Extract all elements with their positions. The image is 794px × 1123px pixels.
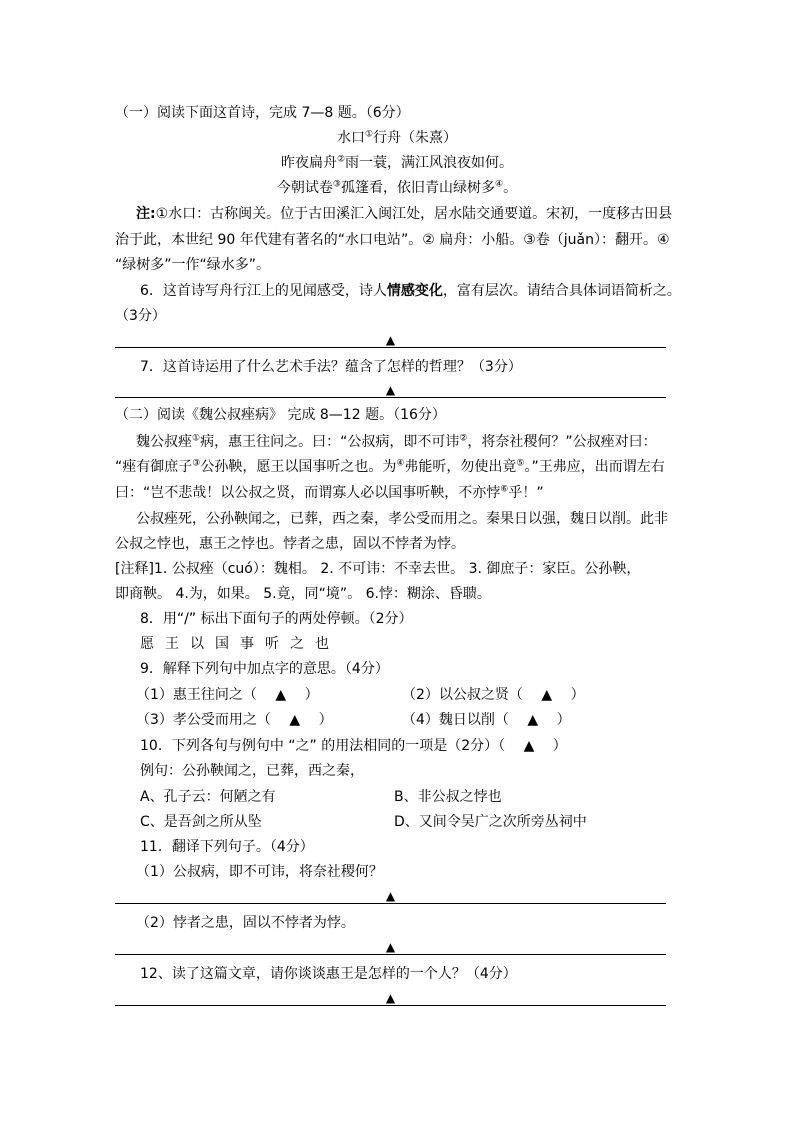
- question-9-item-1[interactable]: （1）惠王往问之（ ▲ ）: [136, 687, 319, 703]
- answer-line-q6[interactable]: [115, 347, 666, 348]
- answer-line-q7[interactable]: [115, 397, 666, 398]
- answer-line-q12[interactable]: [115, 1005, 666, 1006]
- passage-p1-line-3: 曰：“岂不悲哉！以公叔之贤，而谓寡人必以国事听鞅，不亦悖⑥乎！”: [115, 484, 544, 501]
- poem-note-line-1: 注:①水口：古称闽关。位于古田溪汇入闽江处，居水陆交通要道。宋初，一度移古田县: [136, 206, 673, 222]
- passage-notes-line-1: [注释]1. 公叔痤（cuó）：魏相。 2. 不可讳：不幸去世。 3. 御庶子：家臣。公孙鞅，: [115, 561, 641, 577]
- answer-mark-q6: ▲: [385, 333, 396, 347]
- poem-line-2: 今朝试卷③孤篷看，依旧青山绿树多④。: [276, 179, 518, 196]
- answer-mark-q11-2: ▲: [385, 940, 396, 954]
- answer-mark-q11-1: ▲: [385, 889, 396, 903]
- question-10-option-d[interactable]: D、又间令吴广之次所旁丛祠中: [394, 814, 587, 830]
- passage-p2-line-2: 公叔之悖也，惠王之悖也。悖者之患，固以不悖者为悖。: [115, 536, 465, 552]
- answer-line-q11-1[interactable]: [115, 903, 666, 904]
- question-8: 8．用“/” 标出下面句子的两处停顿。（2分）: [140, 611, 413, 627]
- question-10[interactable]: 10．下列各句与例句中 “之” 的用法相同的一项是（2分）（ ▲ ）: [140, 738, 567, 754]
- question-11: 11．翻译下列句子。（4分）: [140, 839, 314, 855]
- answer-mark-q12: ▲: [385, 991, 396, 1005]
- passage-p1-line-1: 魏公叔痤①病，惠王往问之。曰：“公叔病，即不可讳②，将奈社稷何？”公叔痤对曰：: [136, 433, 657, 450]
- section1-heading: （一）阅读下面这首诗，完成 7—8 题。（6分）: [115, 105, 410, 121]
- poem-title: 水口①行舟（朱熹）: [336, 129, 458, 146]
- answer-line-q11-2[interactable]: [115, 954, 666, 955]
- answer-mark-q7: ▲: [385, 383, 396, 397]
- question-12: 12、读了这篇文章，请你谈谈惠王是怎样的一个人？（4分）: [140, 966, 517, 982]
- question-9-item-2[interactable]: （2）以公叔之贤（ ▲ ）: [402, 687, 585, 703]
- question-10-example: 例句：公孙鞅闻之，已葬，西之秦，: [140, 763, 364, 779]
- question-9-item-4[interactable]: （4）魏日以削（ ▲ ）: [402, 712, 571, 728]
- passage-p1-line-2: “痤有御庶子③公孙鞅，愿王以国事听之也。为④弗能听，勿使出竟⑤。”王弗应，出而谓左右: [115, 458, 665, 475]
- question-6-score: （3分）: [115, 308, 166, 324]
- question-10-option-b[interactable]: B、非公叔之悖也: [394, 789, 502, 805]
- question-10-option-a[interactable]: A、孔子云：何陋之有: [140, 789, 276, 805]
- question-8-sentence[interactable]: 愿王以国事听之也: [140, 636, 340, 652]
- question-9-item-3[interactable]: （3）孝公受而用之（ ▲ ）: [136, 712, 333, 728]
- question-9: 9．解释下列句中加点字的意思。（4分）: [140, 661, 389, 677]
- passage-notes-line-2: 即商鞅。 4.为，如果。 5.竟，同“境”。 6.悖：糊涂、昏聩。: [115, 586, 491, 602]
- poem-note-line-3: “绿树多”一作“绿水多”。: [115, 257, 271, 273]
- question-6: 6．这首诗写舟行江上的见闻感受，诗人情感变化，富有层次。请结合具体词语简析之。: [140, 283, 681, 299]
- question-7: 7．这首诗运用了什么艺术手法？蕴含了怎样的哲理？（3分）: [140, 359, 522, 375]
- question-11-item-2: （2）悖者之患，固以不悖者为悖。: [136, 915, 355, 931]
- question-10-option-c[interactable]: C、是吾剑之所从坠: [140, 814, 262, 830]
- section2-heading: （二）阅读《魏公叔痤病》 完成 8—12 题。（16分）: [115, 407, 446, 423]
- poem-line-1: 昨夜扁舟②雨一蓑，满江风浪夜如何。: [280, 154, 514, 171]
- question-11-item-1: （1）公叔病，即不可讳，将奈社稷何？: [136, 864, 383, 880]
- poem-note-line-2: 治于此，本世纪 90 年代建有著名的“水口电站”。② 扁舟：小船。③卷（juǎn）：翻开。④: [115, 232, 670, 248]
- passage-p2-line-1: 公叔痤死，公孙鞅闻之，已葬，西之秦，孝公受而用之。秦果日以强，魏日以削。此非: [136, 511, 668, 527]
